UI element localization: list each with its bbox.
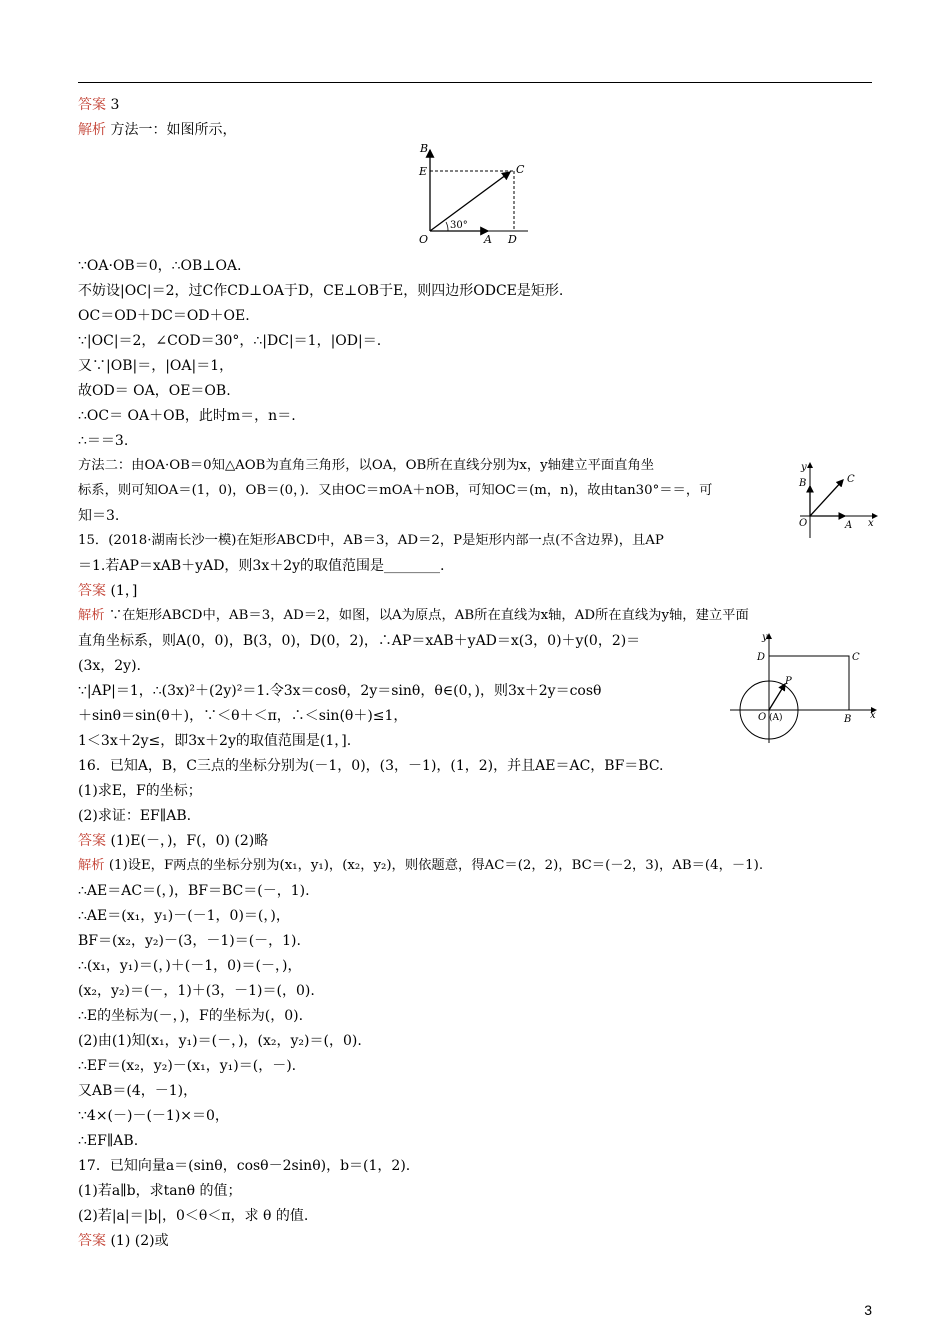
text-line: 1＜3x＋2y≤，即3x＋2y的取值范围是(1，]. (78, 733, 352, 749)
text-line: BF＝(x₂，y₂)－(3，－1)＝(－，1). (78, 933, 301, 949)
figure-coordinate-abc (795, 458, 880, 543)
answer-label: 答案 (78, 833, 106, 849)
header-rule (78, 82, 872, 83)
line-text: 方法一：如图所示， (106, 122, 237, 138)
analysis-line (78, 856, 763, 876)
text-line: 直角坐标系，则A(0，0)，B(3，0)，D(0，2)，∴AP＝xAB＋yAD＝x(3，0)＋y(0，2)＝ (78, 633, 641, 649)
answer-line (78, 95, 119, 115)
text-line: 方法二：由OA·OB＝0知△AOB为直角三角形，以OA，OB所在直线分别为x，y轴建立平面直角坐 (78, 458, 655, 473)
text-line: (3x，2y). (78, 658, 141, 674)
answer-line (78, 581, 137, 601)
axis-label-y: y (801, 462, 807, 473)
text-line: ∴E的坐标为(－，)，F的坐标为(，0). (78, 1008, 304, 1024)
analysis-label: 解析 (78, 608, 105, 623)
analysis-line (78, 606, 749, 626)
point-label-a: (A) (769, 713, 783, 723)
text-line: ∴AE＝(x₁，y₁)－(－1，0)＝(，)， (78, 908, 290, 924)
answer-label: 答案 (78, 583, 106, 599)
text-line: ∴AE＝AC＝(，)，BF＝BC＝(－，1). (78, 883, 310, 899)
point-label-o: O (758, 712, 767, 723)
point-label-b: B (420, 142, 429, 155)
text-line: 又∵|OB|＝，|OA|＝1， (78, 358, 234, 374)
question-15: 15．(2018·湖南长沙一模)在矩形ABCD中，AB＝3，AD＝2，P是矩形内部一点(不含边界)，且AP (78, 533, 664, 548)
analysis-label: 解析 (78, 122, 106, 138)
analysis-label: 解析 (78, 858, 105, 873)
figure-rectangle-odce (410, 140, 535, 250)
text-line: ∴＝＝3. (78, 433, 129, 449)
text-line: ∵|OC|＝2，∠COD＝30°，∴|DC|＝1，|OD|＝. (78, 333, 382, 349)
line-text: (1) (2)或 (106, 1233, 169, 1249)
point-label-o: O (419, 233, 429, 246)
line-text: (1，] (106, 583, 138, 599)
page-number: 3 (864, 1302, 872, 1318)
text-line: (2)若|a|＝|b|，0＜θ＜π，求 θ 的值. (78, 1208, 309, 1224)
axis-label-x: x (868, 518, 874, 529)
answer-line (78, 831, 268, 851)
text-line: (1)求E，F的坐标； (78, 783, 202, 799)
text-line: 故OD＝ OA，OE＝OB. (78, 383, 231, 399)
point-label-a: A (845, 520, 853, 531)
point-label-p: P (785, 676, 792, 687)
text-line: ∵|AP|＝1，∴(3x)²＋(2y)²＝1.令3x＝cosθ，2y＝sinθ，θ∈(0，)，则3x＋2y＝cosθ (78, 683, 602, 699)
text-line: 又AB＝(4，－1)， (78, 1083, 198, 1099)
text-line: ∴(x₁，y₁)＝(，)＋(－1，0)＝(－，)， (78, 958, 302, 974)
question-17: 17．已知向量a＝(sinθ，cosθ－2sinθ)，b＝(1，2). (78, 1158, 411, 1174)
point-label-o: O (799, 518, 808, 529)
text-line: ＋sinθ＝sin(θ＋)，∵＜θ＋＜π，∴＜sin(θ＋)≤1， (78, 708, 408, 724)
text-line: (1)若a∥b，求tanθ 的值； (78, 1183, 242, 1199)
text-line: ＝1.若AP＝xAB＋yAD，则3x＋2y的取值范围是________. (78, 558, 445, 574)
point-label-c: C (847, 474, 855, 485)
point-label-e: E (419, 165, 428, 178)
answer-label: 答案 (78, 1233, 106, 1249)
text-line: 知＝3. (78, 508, 120, 524)
text-line: ∵OA·OB＝0，∴OB⊥OA. (78, 258, 242, 274)
answer-line (78, 1231, 169, 1251)
point-label-b: B (844, 714, 852, 725)
point-label-c: C (516, 163, 525, 176)
angle-label: 30° (450, 220, 468, 231)
axis-label-x: x (870, 710, 876, 721)
question-16: 16．已知A，B，C三点的坐标分别为(－1，0)，(3，－1)，(1，2)，并且AE＝AC，BF＝BC. (78, 758, 664, 774)
point-label-c: C (852, 652, 860, 663)
answer-label: 答案 (78, 97, 106, 113)
text-line: (2)由(1)知(x₁，y₁)＝(－，)，(x₂，y₂)＝(，0). (78, 1033, 362, 1049)
line-text: (1)设E，F两点的坐标分别为(x₁，y₁)，(x₂，y₂)，则依题意，得AC＝(2，2)，BC＝(－2，3)，AB＝(4，－1). (104, 858, 764, 873)
text-line: ∵4×(－)－(－1)×＝0， (78, 1108, 229, 1124)
line-text: (1)E(－，)，F(，0) (2)略 (106, 833, 269, 849)
analysis-line (78, 120, 236, 140)
text-line: ∴OC＝ OA＋OB，此时m＝，n＝. (78, 408, 296, 424)
point-label-d: D (508, 233, 517, 246)
text-line: (x₂，y₂)＝(－，1)＋(3，－1)＝(，0). (78, 983, 315, 999)
point-label-b: B (799, 478, 807, 489)
axis-label-y: y (762, 632, 768, 643)
text-line: 标系，则可知OA＝(1，0)，OB＝(0，)．又由OC＝mOA＋nOB，可知OC＝(m，n)，故由tan30°＝＝，可 (78, 483, 713, 498)
figure-rectangle-abcd (728, 628, 880, 746)
text-line: ∴EF∥AB. (78, 1133, 139, 1149)
point-label-a: A (484, 233, 492, 246)
point-label-d: D (757, 652, 766, 663)
text-line: 不妨设|OC|＝2，过C作CD⊥OA于D，CE⊥OB于E，则四边形ODCE是矩形. (78, 283, 564, 299)
line-text: ∵在矩形ABCD中，AB＝3，AD＝2，如图，以A为原点，AB所在直线为x轴，AD所在直线为y轴，建立平面 (104, 608, 749, 623)
text-line: OC＝OD＋DC＝OD＋OE. (78, 308, 250, 324)
text-line: (2)求证：EF∥AB. (78, 808, 192, 824)
text-line: ∴EF＝(x₂，y₂)－(x₁，y₁)＝(，－). (78, 1058, 297, 1074)
line-text: 3 (106, 97, 120, 113)
